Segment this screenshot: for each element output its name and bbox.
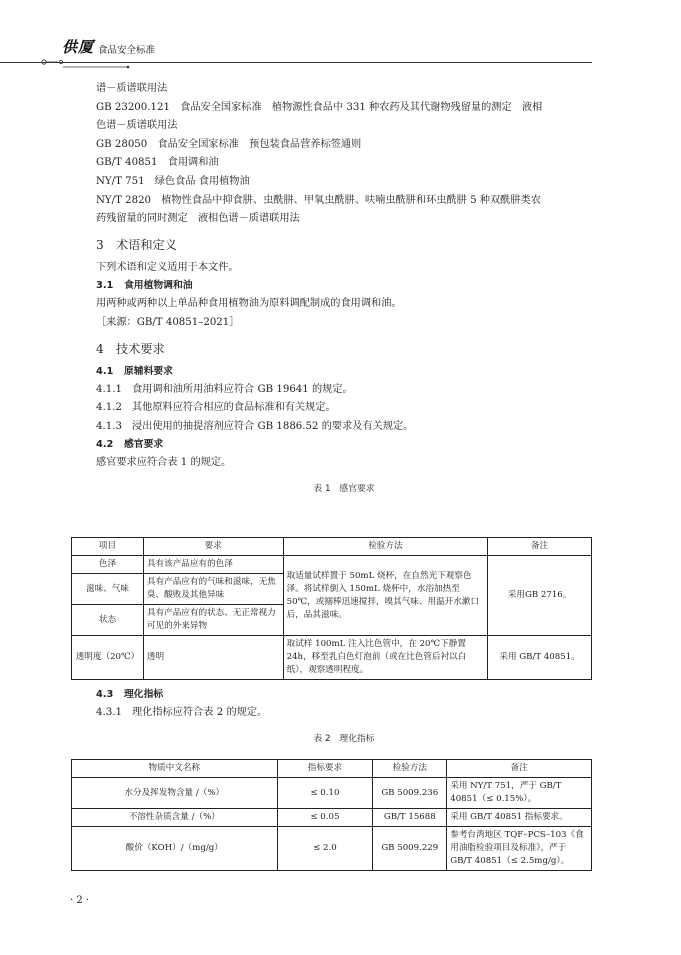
definition-source: ［来源：GB/T 40851–2021］ xyxy=(96,316,240,328)
table-cell-name: 不溶性杂质含量 /（%） xyxy=(72,809,278,827)
table-cell-method: GB 5009.229 xyxy=(373,827,447,871)
ref-item: GB 23200.121 食品安全国家标准 植物源性食品中 331 种农药及其代谢物残留量的测定 液相 xyxy=(96,101,543,113)
ref-item: NY/T 2820 植物性食品中抑食肼、虫酰肼、甲氧虫酰肼、呋喃虫酰肼和环虫酰肼 5 种双酰肼类农 xyxy=(96,194,541,206)
subsection-title: 感官要求 xyxy=(124,439,164,451)
subsection-number: 4.3 xyxy=(96,689,114,700)
table-cell-item: 色泽 xyxy=(72,556,144,574)
document-body xyxy=(96,80,592,503)
table-cell-method: GB 5009.236 xyxy=(373,778,447,809)
clause-text: 理化指标应符合表 2 的规定。 xyxy=(132,707,268,718)
clause-number: 4.1.2 xyxy=(96,402,122,414)
ref-continuation: 谱－质谱联用法 xyxy=(96,83,168,94)
table-header-cell: 检验方法 xyxy=(283,538,488,556)
section-heading-4 xyxy=(96,339,592,359)
header-rule xyxy=(0,62,592,63)
table-cell-method: GB/T 15688 xyxy=(373,809,447,827)
section-number: 4 xyxy=(96,341,104,356)
clause-text: 食用调和油所用油料应符合 GB 19641 的规定。 xyxy=(132,383,353,395)
table-cell-method: 取试样 100mL 注入比色管中，在 20℃下静置 24h，移至乳白色灯泡前（或在比色管后衬以白纸），观察透明程度。 xyxy=(283,636,488,680)
table-cell-item: 透明度（20℃） xyxy=(72,636,144,680)
table-cell-requirement: ≤ 0.05 xyxy=(277,809,373,827)
subsection-number: 4.1 xyxy=(96,365,114,377)
paragraph: 下列术语和定义适用于本文件。 xyxy=(96,261,239,273)
ref-item: GB/T 40851 食用调和油 xyxy=(96,157,219,169)
table-header-cell: 备注 xyxy=(488,538,592,556)
table-header-cell: 物质中文名称 xyxy=(72,760,278,778)
clause-number: 4.1.3 xyxy=(96,420,122,432)
table-cell-note: 参考台湾地区 TQF–PCS–103《食用油脂检验项目及标准》，严于 GB/T 40851（≤ 2.5mg/g）。 xyxy=(447,827,592,871)
subsection-number: 4.2 xyxy=(96,439,114,451)
section-number: 3 xyxy=(96,237,104,252)
document-body-lower xyxy=(96,686,592,753)
table-cell-name: 酸价（KOH）/（mg/g） xyxy=(72,827,278,871)
table-header-cell: 指标要求 xyxy=(277,760,373,778)
table-1-caption: 表 1 感官要求 xyxy=(313,483,375,494)
table-cell-note: 采用 NY/T 751，严于 GB/T 40851（≤ 0.15%）。 xyxy=(447,778,592,809)
subsection-heading-4-1 xyxy=(96,363,592,381)
definition-text: 用两种或两种以上单品种食用植物油为原料调配制成的食用调和油。 xyxy=(96,298,402,310)
header-subtitle: 食品安全标准 xyxy=(98,45,156,56)
clause-4-1-2 xyxy=(96,399,592,418)
section-heading-3 xyxy=(96,235,592,255)
table-cell-requirement: 具有该产品应有的色泽 xyxy=(143,556,283,574)
table-cell-item: 滋味、气味 xyxy=(72,574,144,605)
ref-item: GB 28050 食品安全国家标准 预包装食品营养标签通则 xyxy=(96,138,362,150)
paragraph: 感官要求应符合表 1 的规定。 xyxy=(96,457,232,469)
header-brand-logo: 供厦 xyxy=(62,38,95,56)
table-cell-note: 采用GB 2716。 xyxy=(488,556,592,636)
table-cell-name: 水分及挥发物含量 /（%） xyxy=(72,778,278,809)
page-number: · 2 · xyxy=(70,895,90,906)
table-cell-item: 状态 xyxy=(72,605,144,636)
subsection-number: 3.1 xyxy=(96,280,114,292)
subsection-title: 理化指标 xyxy=(124,689,164,700)
subsection-title: 食用植物调和油 xyxy=(124,280,193,292)
table-header-cell: 检验方法 xyxy=(373,760,447,778)
table-cell-requirement: 透明 xyxy=(143,636,283,680)
ref-item-continuation: 色谱－质谱联用法 xyxy=(96,120,178,132)
clause-number: 4.1.1 xyxy=(96,383,122,395)
table-cell-method: 取适量试样置于 50mL 烧杯，在自然光下观察色泽。将试样倒入 150mL 烧杯中，水浴加热至 50℃，或搦棒迅速搅拌，嗅其气味、用温开水漱口后，品其滋味。 xyxy=(283,556,488,636)
table-header-cell: 项目 xyxy=(72,538,144,556)
table-header-cell: 要求 xyxy=(143,538,283,556)
section-title: 技术要求 xyxy=(116,341,165,356)
subsection-heading-4-3 xyxy=(96,686,592,704)
subsection-heading-4-2 xyxy=(96,436,592,454)
table-cell-requirement: 具有产品应有的气味和滋味，无焦臭、酸败及其他异味 xyxy=(143,574,283,605)
table-cell-requirement: ≤ 2.0 xyxy=(277,827,373,871)
subsection-title: 原辅料要求 xyxy=(124,365,173,377)
header-ornament-icon xyxy=(40,57,130,71)
clause-number: 4.3.1 xyxy=(96,707,122,718)
ref-item-continuation: 药残留量的同时测定 液相色谱－质谱联用法 xyxy=(96,213,300,225)
section-title: 术语和定义 xyxy=(116,237,177,252)
clause-text: 其他原料应符合相应的食品标准和有关规定。 xyxy=(132,402,336,414)
table-header-cell: 备注 xyxy=(447,760,592,778)
table-cell-note: 采用 GB/T 40851 指标要求。 xyxy=(447,809,592,827)
clause-text: 浸出使用的抽提溶剂应符合 GB 1886.52 的要求及有关规定。 xyxy=(132,420,414,432)
clause-4-1-1 xyxy=(96,381,592,400)
sensory-requirements-table xyxy=(71,537,592,680)
clause-4-3-1 xyxy=(96,704,592,723)
physicochemical-indicators-table xyxy=(71,759,592,871)
table-cell-requirement: 具有产品应有的状态、无正常视力可见的外来异物 xyxy=(143,605,283,636)
table-cell-requirement: ≤ 0.10 xyxy=(277,778,373,809)
ref-item: NY/T 751 绿色食品 食用植物油 xyxy=(96,175,250,187)
clause-4-1-3 xyxy=(96,418,592,437)
table-2-caption: 表 2 理化指标 xyxy=(313,733,375,744)
subsection-heading-3-1 xyxy=(96,277,592,295)
table-cell-note: 采用 GB/T 40851。 xyxy=(488,636,592,680)
